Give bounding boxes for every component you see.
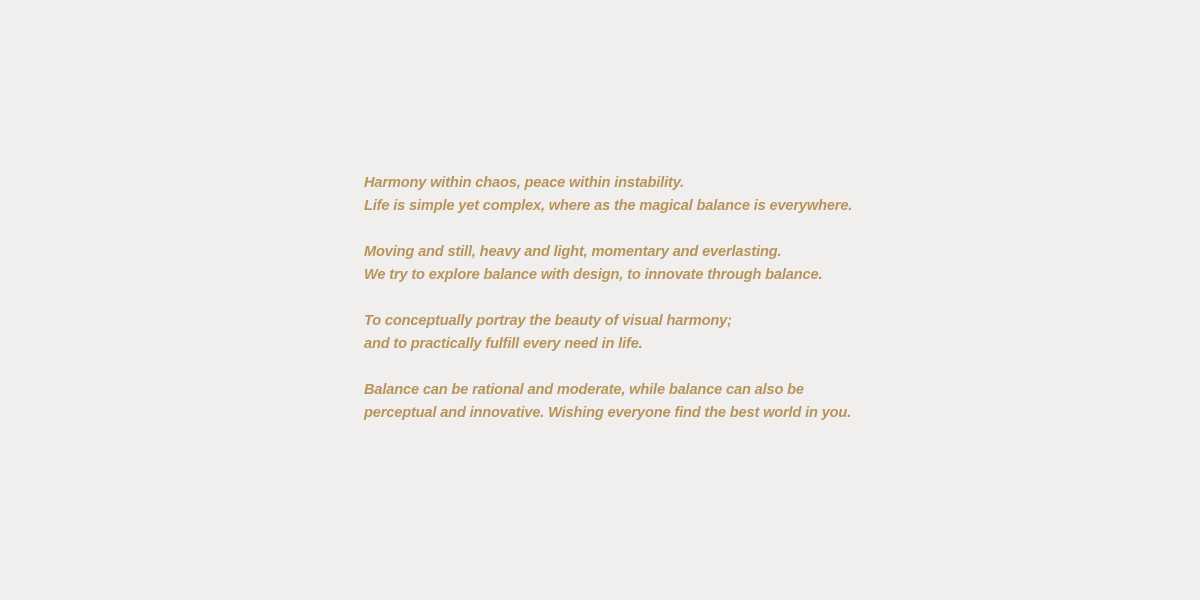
text-line: To conceptually portray the beauty of visual harmony; [364,313,732,329]
text-line: perceptual and innovative. Wishing everyone find the best world in you. [364,405,852,421]
paragraph-visual-harmony [364,310,852,356]
text-line: Life is simple yet complex, where as the magical balance is everywhere. [364,198,853,214]
paragraph-moving-and-still [364,241,852,287]
text-line: We try to explore balance with design, to innovate through balance. [364,267,823,283]
paragraph-balance [364,379,852,425]
paragraph-harmony [364,172,852,218]
text-line: and to practically fulfill every need in life. [364,336,643,352]
statement-text-block [364,172,852,425]
text-line: Moving and still, heavy and light, momentary and everlasting. [364,244,782,260]
text-line: Balance can be rational and moderate, while balance can also be [364,382,804,398]
text-line: Harmony within chaos, peace within instability. [364,175,685,191]
